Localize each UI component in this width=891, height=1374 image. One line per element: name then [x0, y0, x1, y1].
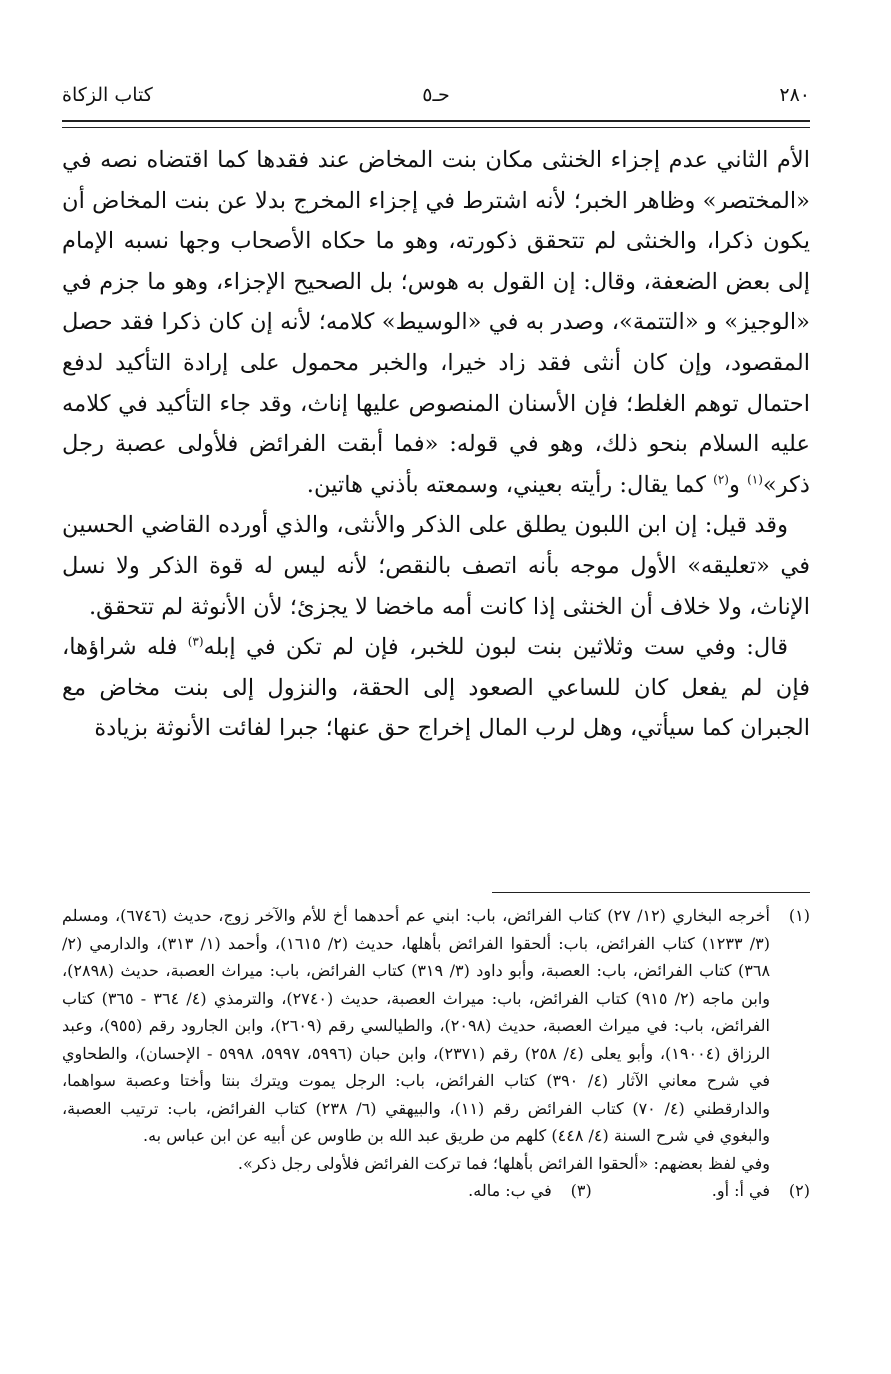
footnote-1-text: أخرجه البخاري (١٢/ ٢٧) كتاب الفرائض، باب: ابني عم أحدهما أخ للأم والآخر زوج، حديث (٦٧٤٦)، ومسلم (٣/ ١٢٣٣) كتاب الفرائض، باب: ألحقوا الفرائض بأهلها، حديث (٢/ ١٦١٥)، وأحمد (١/ ٣١٣)، والدارمي (٢/ ٣٦٨) كتاب الفرائض، باب: العصبة، وأبو داود (٣/ ٣١٩) كتاب الفرائض، باب: ميراث العصبة، حديث (٢٨٩٨)، وابن ماجه (٢/ ٩١٥) كتاب الفرائض، باب: ميراث العصبة، حديث (٢٧٤٠)، والترمذي (٤/ ٣٦٤ - ٣٦٥) كتاب الفرائض، باب: في ميراث العصبة، حديث (٢٠٩٨)، والطيالسي رقم (٢٦٠٩)، وابن الجارود رقم (٩٥٥)، وعبد الرزاق (١٩٠٠٤)، وأبو يعلى (٤/ ٢٥٨) رقم (٢٣٧١)، وابن حبان (٥٩٩٦، ٥٩٩٧، ٥٩٩٨ - الإحسان)، والطحاوي في شرح معاني الآثار (٤/ ٣٩٠) كتاب الفرائض، باب: الرجل يموت ويترك بنتا وأختا وعصبة سواهما، والدارقطني (٤/ ٧٠) كتاب الفرائض رقم (١١)، والبيهقي (٦/ ٢٣٨) كتاب الفرائض، باب: ترتيب العصبة، والبغوي في شرح السنة (٤/ ٤٤٨) كلهم من طريق عبد الله بن طاوس عن أبيه عن ابن عباس به.	[62, 906, 771, 1145]
footnote-1	[62, 902, 810, 1150]
paragraph-1-text-after: كما يقال: رأيته بعيني، وسمعته بأذني هاتين.	[306, 471, 714, 498]
paragraph-3	[62, 627, 810, 749]
paragraph-2: وقد قيل: إن ابن اللبون يطلق على الذكر والأنثى، والذي أورده القاضي الحسين في «تعليقه» الأول موجه بأنه اتصف بالنقص؛ لأنه ليس له قوة الذكر ولا نسل الإناث، ولا خلاف أن الخنثى إذا كانت أمه ماخضا لا يجزئ؛ لأن الأنوثة لم تتحقق.	[62, 512, 810, 620]
footnote-ref-3: (٣)	[187, 634, 204, 649]
paragraph-3-text-after: فله شراؤها، فإن لم يفعل كان للساعي الصعود إلى الحقة، والنزول إلى بنت مخاض مع الجبران كما سيأتي، وهل لرب المال إخراج حق عنها؛ جبرا لفائت الأنوثة بزيادة	[62, 634, 810, 742]
footnote-2-number: (٢)	[788, 1181, 810, 1200]
footnote-ref-2: (٢)	[713, 472, 729, 487]
footnotes	[62, 902, 810, 1205]
footnote-ref-1: (١)	[747, 472, 763, 487]
book-page	[62, 0, 810, 1374]
page-header	[62, 84, 810, 118]
footnote-3	[468, 1177, 592, 1205]
volume-marker: حـ٥	[422, 84, 450, 106]
page-number: ٢٨٠	[779, 84, 810, 106]
footnote-3-number: (٣)	[570, 1181, 592, 1200]
footnote-2-text: في أ: أو.	[711, 1181, 770, 1200]
footnote-1-number: (١)	[788, 906, 810, 925]
footnote-row-2-3	[62, 1177, 810, 1205]
footnote-separator	[492, 892, 810, 893]
paragraph-1-text-mid: و	[728, 471, 748, 498]
running-title: كتاب الزكاة	[62, 84, 153, 106]
footnote-1-extra: وفي لفظ بعضهم: «ألحقوا الفرائض بأهلها؛ فما تركت الفرائض فلأولى رجل ذكر».	[237, 1153, 770, 1173]
header-rule	[62, 120, 810, 128]
main-text	[62, 140, 810, 749]
paragraph-1-text-before: الأم الثاني عدم إجزاء الخنثى مكان بنت المخاض عند فقدها كما اقتضاه نصه في «المختصر» وظاهر الخبر؛ لأنه اشترط في إجزاء المخرج بدلا عن بنت المخاض أن يكون ذكرا، والخنثى لم تتحقق ذكورته، وهو ما حكاه الأصحاب وجها نسبه الإمام إلى بعض الضعفة، وقال: إن القول به هوس؛ بل الصحيح الإجزاء، وهو ما جزم في «الوجيز» و «التتمة»، وصدر به في «الوسيط» كلامه؛ لأنه إن كان ذكرا فقد حصل المقصود، وإن كان أنثى فقد زاد خيرا، والخبر محمول على إرادة التأكيد لدفع احتمال توهم الغلط؛ فإن الأسنان المنصوص عليها إناث، وقد جاء التأكيد في كلامه عليه السلام بنحو ذلك، وهو في قوله: «فما أبقت الفرائض فلأولى عصبة رجل ذكر»	[62, 147, 810, 498]
footnote-3-text: في ب: ماله.	[468, 1181, 552, 1200]
footnote-2	[712, 1177, 810, 1205]
paragraph-3-text-before: قال: وفي ست وثلاثين بنت لبون للخبر، فإن لم تكن في إبله	[203, 634, 788, 661]
paragraph-1	[62, 140, 810, 505]
